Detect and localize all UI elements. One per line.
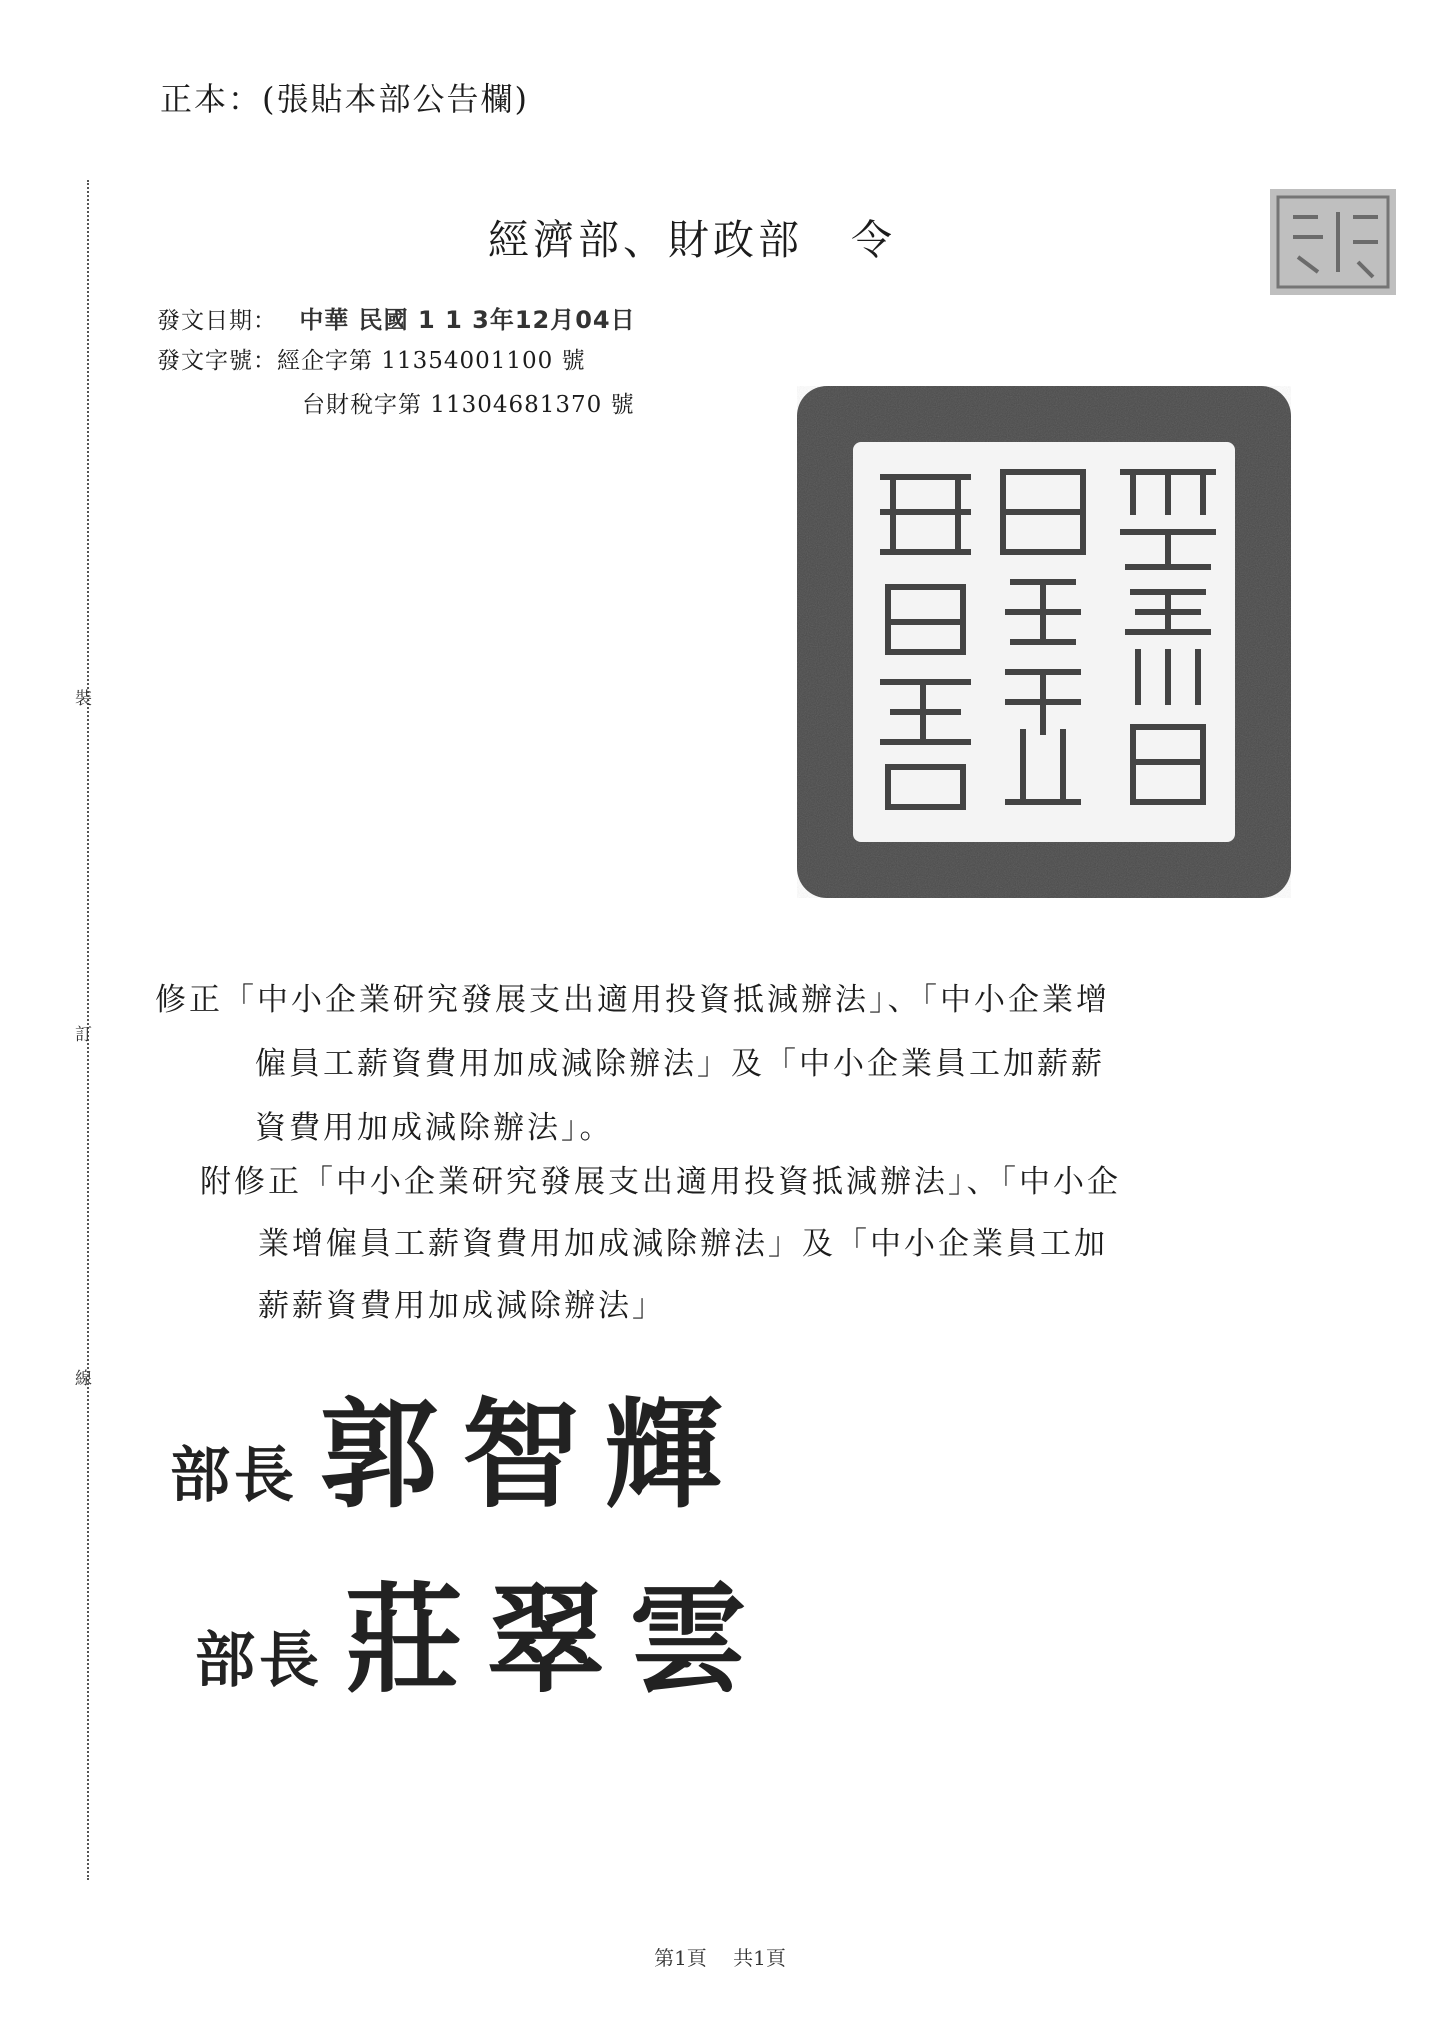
doc-number-row [157, 342, 586, 375]
signature-name: 莊翠雲 [345, 1570, 772, 1709]
body-line-4: 附修正「中小企業研究發展支出適用投資抵減辦法」、「中小企 [200, 1164, 1121, 1200]
date-row [157, 300, 636, 335]
page-footer [0, 1942, 1440, 1971]
body-line-2: 僱員工薪資費用加成減除辦法」及「中小企業員工加薪薪 [255, 1046, 1105, 1082]
title-issuer: 經濟部、財政部 [488, 216, 803, 264]
page-total: 共1頁 [733, 1946, 786, 1970]
margin-mark-ding: 訂 [75, 1025, 92, 1045]
document-title [488, 207, 896, 266]
signature-minister-finance [195, 1545, 771, 1715]
margin-mark-xian: 線 [75, 1369, 92, 1389]
signature-name: 郭智輝 [320, 1385, 747, 1524]
copy-to-line: 正本：(張貼本部公告欄) [160, 80, 529, 118]
date-label: 發文日期： [157, 308, 277, 334]
page-number: 第1頁 [654, 1946, 707, 1970]
margin-mark-zhuang: 裝 [75, 689, 92, 709]
date-stamp-value: 中華 民國 1 1 3年12月04日 [299, 306, 636, 334]
signature-title: 部長 [170, 1441, 298, 1511]
body-line-3: 資費用加成減除辦法」。 [255, 1110, 614, 1146]
body-line-1: 修正「中小企業研究發展支出適用投資抵減辦法」、「中小企業增 [155, 982, 1110, 1018]
signature-title: 部長 [195, 1626, 323, 1696]
body-line-6: 薪薪資費用加成減除辦法」 [258, 1288, 666, 1324]
official-seal-stamp [793, 382, 1295, 902]
doc-number-2: 台財稅字第 11304681370 號 [302, 392, 635, 418]
doc-number-1: 經企字第 11354001100 號 [277, 348, 586, 374]
title-order: 令 [851, 216, 896, 264]
doc-number-label: 發文字號： [157, 348, 277, 374]
signature-minister-economic [170, 1360, 746, 1530]
body-line-5: 業增僱員工薪資費用加成減除辦法」及「中小企業員工加 [258, 1226, 1108, 1262]
small-seal-stamp [1268, 187, 1398, 297]
